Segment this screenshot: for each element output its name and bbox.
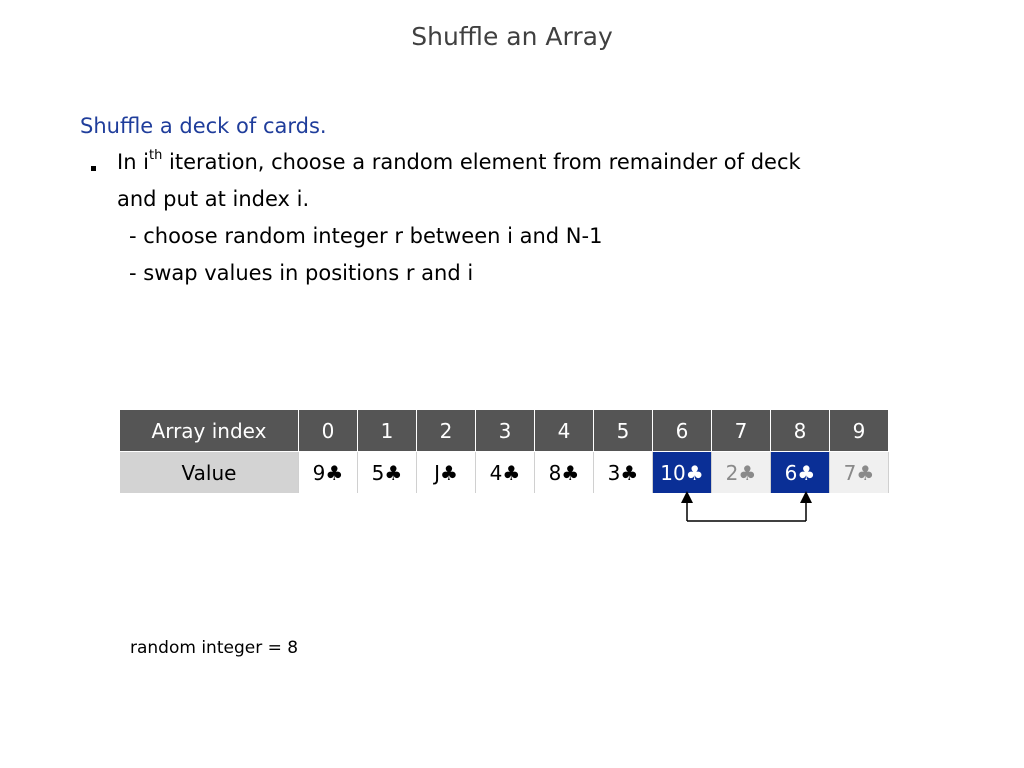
array-table [119, 409, 889, 494]
value-cell: 7♣ [830, 452, 889, 494]
bullet-prefix: In i [117, 150, 150, 174]
bullet-line-2: and put at index i. [117, 187, 310, 211]
index-cell: 7 [712, 410, 771, 452]
value-cell: 10♣ [653, 452, 712, 494]
index-cell: 2 [417, 410, 476, 452]
sub-bullet-1: - choose random integer r between i and N-1 [129, 224, 603, 248]
subtitle: Shuffle a deck of cards. [80, 114, 327, 138]
value-cell: 3♣ [594, 452, 653, 494]
bullet-superscript: th [149, 148, 163, 163]
value-cell: 6♣ [771, 452, 830, 494]
index-cell: 9 [830, 410, 889, 452]
index-cell: 5 [594, 410, 653, 452]
index-row [120, 410, 889, 452]
index-cell: 6 [653, 410, 712, 452]
bullet-line-1 [117, 150, 801, 174]
value-row [120, 452, 889, 494]
value-cell: 5♣ [358, 452, 417, 494]
index-cell: 0 [299, 410, 358, 452]
index-cell: 1 [358, 410, 417, 452]
slide-title: Shuffle an Array [411, 22, 613, 51]
random-integer-note: random integer = 8 [130, 638, 299, 658]
index-label: Array index [120, 410, 299, 452]
sub-bullet-2: - swap values in positions r and i [129, 261, 474, 285]
value-cell: J♣ [417, 452, 476, 494]
value-cell: 8♣ [535, 452, 594, 494]
index-cell: 8 [771, 410, 830, 452]
bullet-rest: iteration, choose a random element from remainder of deck [162, 150, 801, 174]
index-cell: 4 [535, 410, 594, 452]
index-cell: 3 [476, 410, 535, 452]
value-cell: 4♣ [476, 452, 535, 494]
value-cell: 9♣ [299, 452, 358, 494]
value-cell: 2♣ [712, 452, 771, 494]
bullet-marker [91, 166, 96, 171]
value-label: Value [120, 452, 299, 494]
